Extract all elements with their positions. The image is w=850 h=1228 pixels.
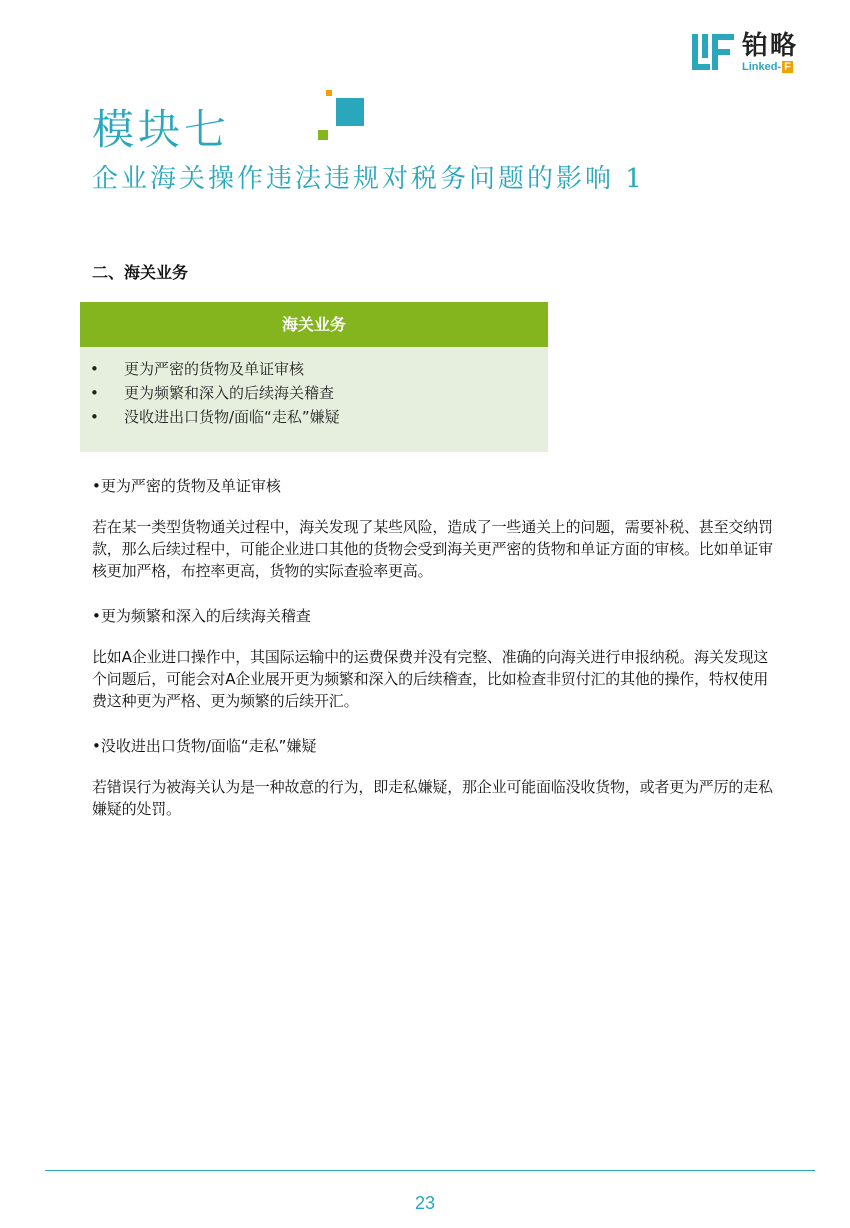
summary-box bbox=[80, 302, 548, 452]
point-paragraph: 若在某一类型货物通关过程中，海关发现了某些风险，造成了一些通关上的问题，需要补税、甚至交纳罚款，那么后续过程中，可能企业进口其他的货物会受到海关更严密的货物和单证方面的审核。比如单证审核更加严格，布控率更高，货物的实际查验率更高。 bbox=[92, 518, 773, 580]
decorative-squares-icon bbox=[318, 90, 366, 144]
point-title: •更为频繁和深入的后续海关稽查 bbox=[92, 607, 311, 625]
main-content bbox=[92, 474, 782, 820]
brand-name-en-suffix: F bbox=[784, 61, 791, 73]
summary-list bbox=[80, 347, 548, 429]
brand-name-en bbox=[742, 61, 793, 73]
summary-list-item bbox=[80, 357, 548, 381]
summary-list-item bbox=[80, 405, 548, 429]
point-title: •没收进出口货物/面临“走私”嫌疑 bbox=[92, 737, 317, 755]
section-heading: 二、海关业务 bbox=[92, 263, 189, 282]
module-subtitle: 企业海关操作违法违规对税务问题的影响 1 bbox=[92, 164, 645, 194]
point-title: •更为严密的货物及单证审核 bbox=[92, 477, 281, 495]
module-title: 模块七 bbox=[92, 105, 231, 154]
page-number: 23 bbox=[414, 1193, 436, 1213]
linked-f-logo-mark-icon bbox=[692, 32, 736, 72]
brand-logo bbox=[692, 32, 812, 74]
brand-name-en-prefix: Linked- bbox=[742, 61, 782, 73]
point-paragraph: 若错误行为被海关认为是一种故意的行为，即走私嫌疑，那企业可能面临没收货物，或者更为严厉的走私嫌疑的处罚。 bbox=[92, 778, 773, 818]
bullet-icon: • bbox=[90, 408, 99, 426]
bullet-icon: • bbox=[90, 384, 99, 402]
summary-item-text: 更为严密的货物及单证审核 bbox=[124, 360, 305, 378]
summary-item-text: 更为频繁和深入的后续海关稽查 bbox=[124, 384, 335, 402]
brand-name-cn: 铂略 bbox=[742, 31, 799, 61]
point-paragraph: 比如A企业进口操作中，其国际运输中的运费保费并没有完整、准确的向海关进行申报纳税。海关发现这个问题后，可能会对A企业展开更为频繁和深入的后续稽查，比如检查非贸付汇的其他的操作，特权使用费这种更为严格、更为频繁的后续开汇。 bbox=[92, 648, 769, 710]
footer-divider bbox=[45, 1170, 815, 1171]
summary-list-item bbox=[80, 381, 548, 405]
bullet-icon: • bbox=[90, 360, 99, 378]
summary-box-header: 海关业务 bbox=[80, 302, 548, 347]
summary-item-text: 没收进出口货物/面临“走私”嫌疑 bbox=[124, 408, 340, 426]
